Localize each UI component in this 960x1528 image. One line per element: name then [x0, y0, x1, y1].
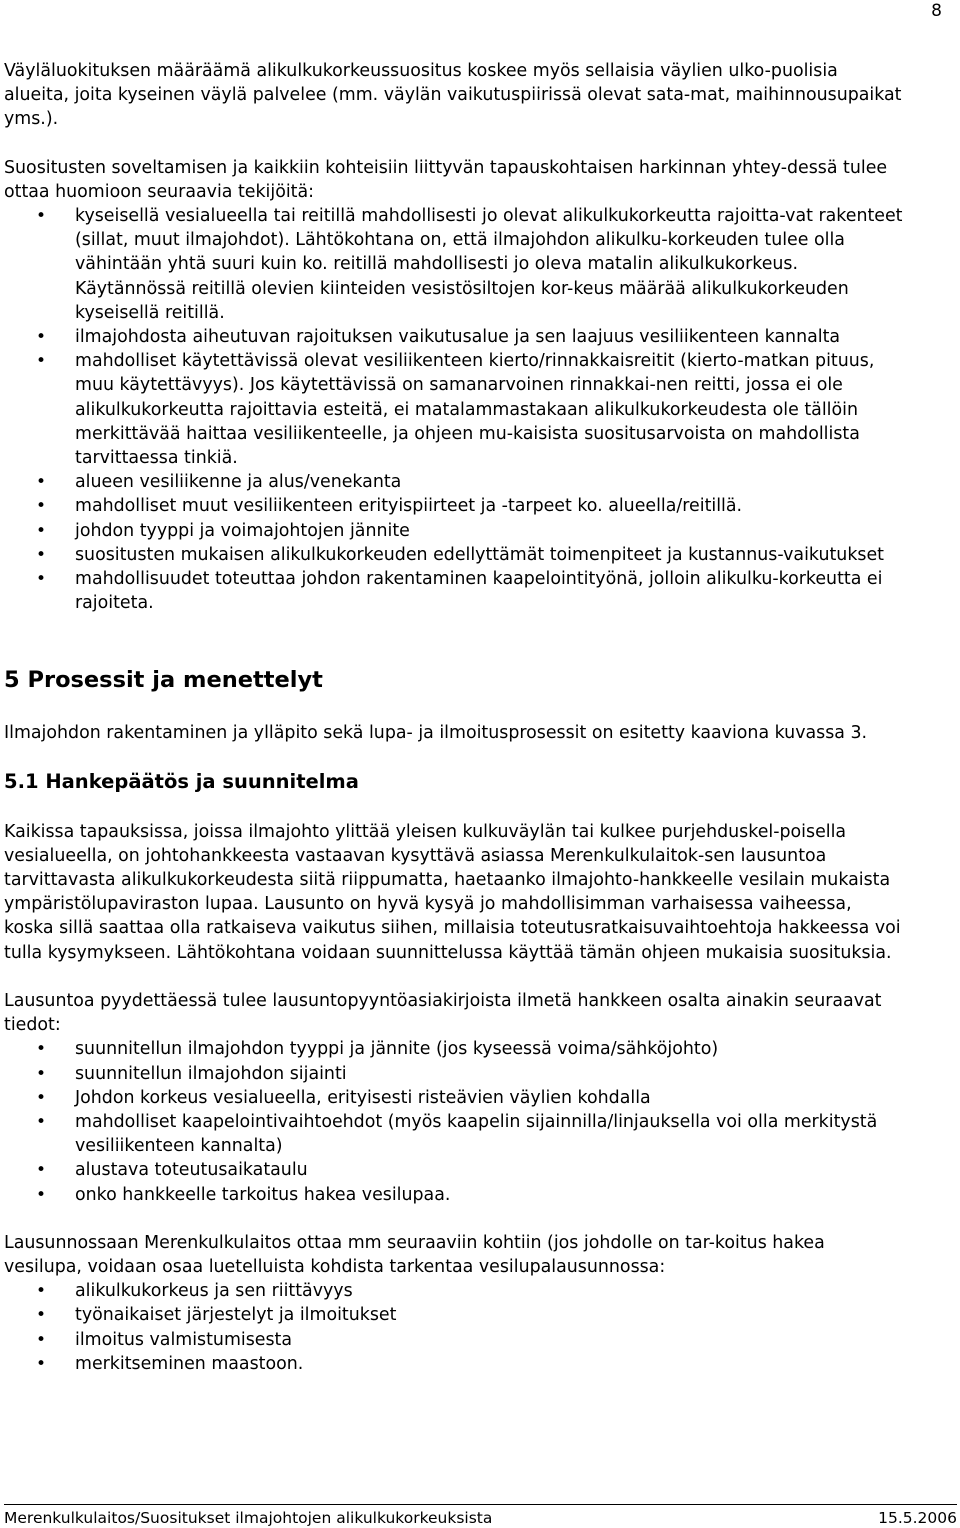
list-item: • johdon tyyppi ja voimajohtojen jännite	[4, 519, 904, 543]
list-item: • merkitseminen maastoon.	[4, 1352, 904, 1376]
list-item: • alikulkukorkeus ja sen riittävyys	[4, 1279, 904, 1303]
footer-date: 15.5.2006	[878, 1509, 957, 1527]
list-item: • mahdollisuudet toteuttaa johdon rakentaminen kaapelointityönä, jolloin alikulku-korkeutta ei rajoiteta.	[4, 567, 904, 615]
list-item: • kyseisellä vesialueella tai reitillä mahdollisesti jo olevat alikulkukorkeutta rajoitta-vat rakenteet (sillat, muut ilmajohdot). Lähtökohtana on, että ilmajohdon alikulku-korkeuden tulee olla vähintään yhtä suuri kuin ko. reitillä mahdollisesti jo oleva matalin alikulkukorkeus. Käytännössä reitillä olevien kiinteiden vesistösiltojen kor-keus määrää alikulkukorkeuden kyseisellä reitillä.	[4, 204, 904, 325]
paragraph-factors-intro: Suositusten soveltamisen ja kaikkiin kohteisiin liittyvän tapauskohtaisen harkinnan yhtey-dessä tulee ottaa huomioon seuraavia tekijöitä:	[4, 157, 888, 202]
paragraph-classification: Väyläluokituksen määräämä alikulkukorkeussuositus koskee myös sellaisia väylien ulko-puolisia alueita, joita kyseinen väylä palvelee (mm. väylän vaikutuspiirissä olevat sata-mat, maihinnousupaikat yms.).	[4, 61, 902, 130]
statement-list	[4, 1279, 904, 1376]
list-item: • suunnitellun ilmajohdon sijainti	[4, 1062, 904, 1086]
list-item: • onko hankkeelle tarkoitus hakea vesilupaa.	[4, 1183, 904, 1207]
list-item: • alustava toteutusaikataulu	[4, 1158, 904, 1182]
factors-list	[4, 204, 904, 615]
info-list	[4, 1037, 904, 1206]
paragraph-request-info: Lausuntoa pyydettäessä tulee lausuntopyyntöasiakirjoista ilmetä hankkeen osalta ainakin seuraavat tiedot:	[4, 990, 882, 1036]
list-item: • ilmoitus valmistumisesta	[4, 1328, 904, 1352]
paragraph-process: Ilmajohdon rakentaminen ja ylläpito sekä lupa- ja ilmoitusprosessit on esitetty kaaviona kuvassa 3.	[4, 723, 868, 744]
footer-source: Merenkulkulaitos/Suositukset ilmajohtojen alikulkukorkeuksista	[4, 1509, 493, 1527]
list-item: • suunnitellun ilmajohdon tyyppi ja jännite (jos kyseessä voima/sähköjohto)	[4, 1037, 904, 1061]
list-item: • mahdolliset kaapelointivaihtoehdot (myös kaapelin sijainnilla/linjauksella voi olla merkitystä vesiliikenteen kannalta)	[4, 1110, 904, 1158]
list-item: • Johdon korkeus vesialueella, erityisesti risteävien väylien kohdalla	[4, 1086, 904, 1110]
document-body	[4, 59, 904, 1376]
paragraph-statement: Lausunnossaan Merenkulkulaitos ottaa mm seuraaviin kohtiin (jos johdolle on tar-koitus hakea vesilupa, voidaan osaa luetelluista kohdista tarkentaa vesilupalausunnossa:	[4, 1232, 825, 1277]
list-item: • suositusten mukaisen alikulkukorkeuden edellyttämät toimenpiteet ja kustannus-vaikutukset	[4, 543, 904, 567]
section-heading-5: 5 Prosessit ja menettelyt	[4, 667, 323, 694]
list-item: • mahdolliset käytettävissä olevat vesiliikenteen kierto/rinnakkaisreitit (kierto-matkan pituus, muu käytettävyys). Jos käytettävissä on samanarvoinen rinnakkai-nen reitti, jossa ei ole alikulkukorkeutta rajoittavia esteitä, ei matalammastakaan alikulkukorkeudesta ole tällöin merkittävää haittaa vesiliikenteelle, ja ohjeen mu-kaisista suositusarvoista on mahdollista tarvittaessa tinkiä.	[4, 349, 904, 470]
list-item: • alueen vesiliikenne ja alus/venekanta	[4, 470, 904, 494]
page-number: 8	[931, 1, 942, 21]
list-item: • mahdolliset muut vesiliikenteen erityispiirteet ja -tarpeet ko. alueella/reitillä.	[4, 494, 904, 518]
list-item: • työnaikaiset järjestelyt ja ilmoitukset	[4, 1303, 904, 1327]
page-footer	[4, 1504, 957, 1527]
paragraph-project-decision: Kaikissa tapauksissa, joissa ilmajohto ylittää yleisen kulkuväylän tai kulkee purjehduskel-poisella vesialueella, on johtohankkeesta vastaavan kysyttävä asiassa Merenkulkulaitok-sen lausuntoa tarvittavasta alikulkukorkeudesta siitä riippumatta, haetaanko ilmajohto-hankkeelle vesilain mukaista ympäristölupaviraston lupaa. Lausunto on hyvä kysyä jo mahdollisimman varhaisessa vaiheessa, koska sillä saattaa olla ratkaiseva vaikutus siihen, millaisia toteutusratkaisuvaihtoehtoja hakkeessa voi tulla kysymykseen. Lähtökohtana voidaan suunnittelussa käyttää tämän ohjeen mukaisia suosituksia.	[4, 821, 901, 963]
list-item: • ilmajohdosta aiheutuvan rajoituksen vaikutusalue ja sen laajuus vesiliikenteen kannalta	[4, 325, 904, 349]
section-heading-5-1: 5.1 Hankepäätös ja suunnitelma	[4, 769, 359, 793]
